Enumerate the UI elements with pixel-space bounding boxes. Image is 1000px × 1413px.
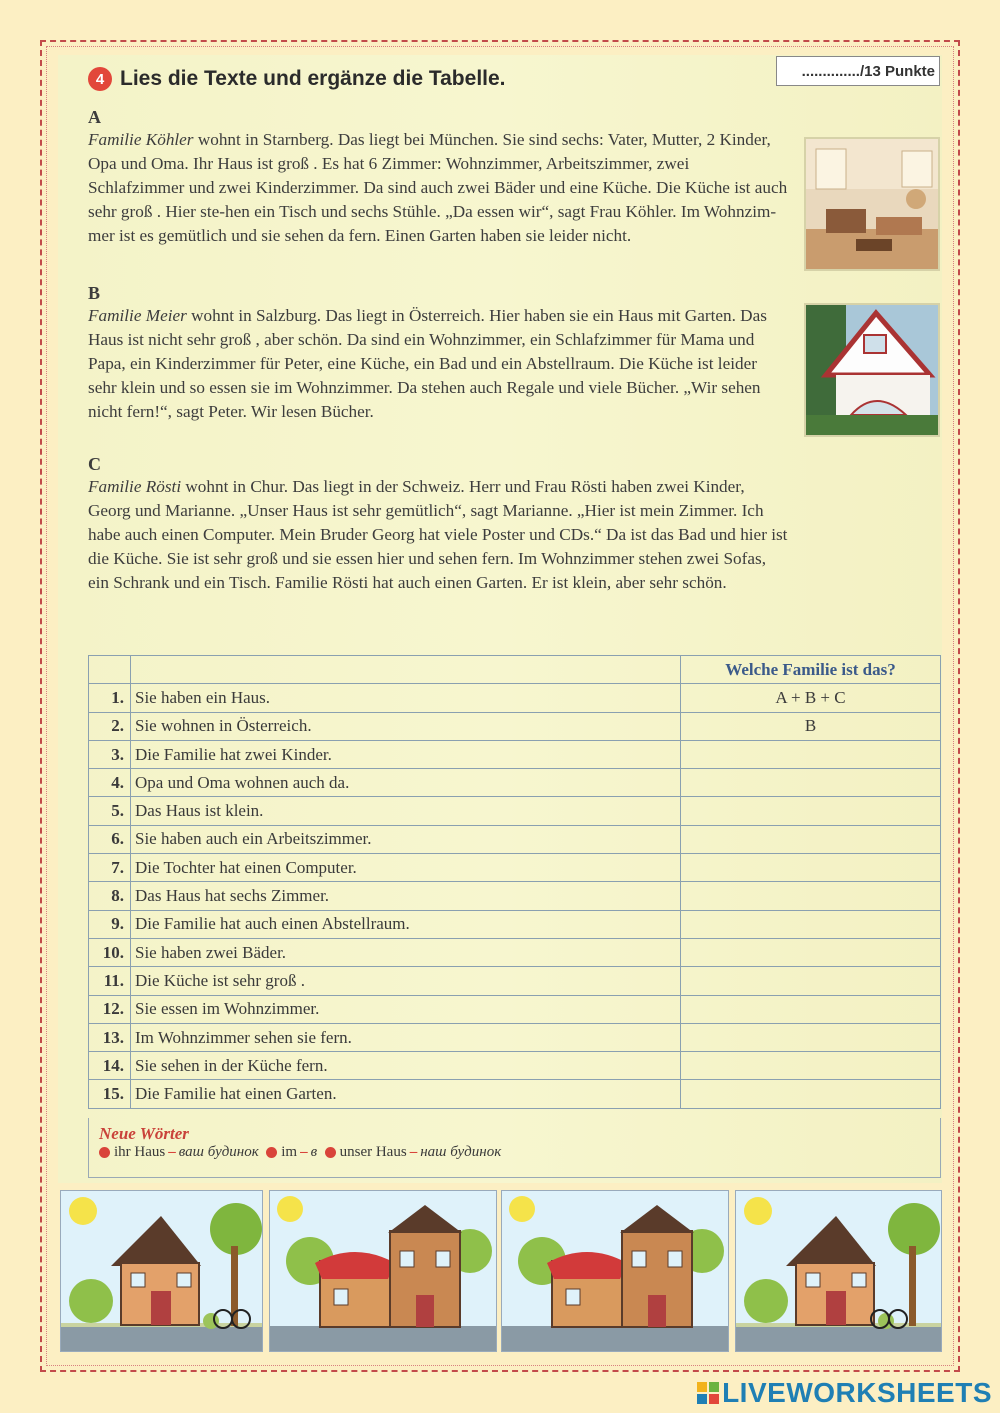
table-row	[89, 740, 941, 768]
vocab-box	[88, 1118, 941, 1178]
row-statement: Sie haben auch ein Arbeitszimmer.	[131, 825, 681, 853]
table-row	[89, 797, 941, 825]
row-statement: Das Haus ist klein.	[131, 797, 681, 825]
row-number: 5.	[89, 797, 131, 825]
row-statement: Sie essen im Wohnzimmer.	[131, 995, 681, 1023]
header-question: Welche Familie ist das?	[681, 656, 941, 684]
dash-icon: ‒	[168, 1144, 176, 1160]
bullet-icon	[266, 1147, 277, 1158]
table-row	[89, 938, 941, 966]
answer-field[interactable]	[681, 740, 941, 768]
text-c	[88, 453, 788, 595]
row-statement: Das Haus hat sechs Zimmer.	[131, 882, 681, 910]
table-row	[89, 995, 941, 1023]
vocab-list	[99, 1144, 930, 1161]
brand-name: LIVEWORKSHEETS	[722, 1377, 992, 1408]
text-letter: A	[88, 107, 101, 127]
row-number: 10.	[89, 938, 131, 966]
bullet-icon	[99, 1147, 110, 1158]
row-statement: Sie haben zwei Bäder.	[131, 938, 681, 966]
text-a	[88, 106, 788, 248]
vocab-tr: в	[310, 1144, 318, 1160]
row-statement: Im Wohnzimmer sehen sie fern.	[131, 1023, 681, 1051]
answer-field[interactable]	[681, 1080, 941, 1108]
answer-field[interactable]	[681, 1023, 941, 1051]
living-room-photo	[804, 137, 940, 271]
table-row	[89, 769, 941, 797]
row-number: 14.	[89, 1052, 131, 1080]
row-number: 12.	[89, 995, 131, 1023]
text-body: wohnt in Chur. Das liegt in der Schweiz. Herr und Frau Rösti haben zwei Kinder, Georg und Marianne. „Unser Haus ist sehr gemütlich“, sagt Marianne. „Hier ist mein Zimmer. Ich habe auch einen Computer. Mein Bruder Georg hat viele Poster und CDs.“ Da ist das Bad und hier ist die Küche. Sie ist sehr groß und sie essen hier und sehen fern. Im Wohnzimmer stehen zwei Sofas, ein Schrank und ein Tisch. Familie Rösti hat auch einen Garten. Er ist klein, aber sehr schön.	[88, 477, 788, 592]
points-box: ............../13 Punkte	[776, 56, 940, 86]
vocab-de: im	[281, 1144, 298, 1160]
table-row	[89, 684, 941, 712]
row-number: 15.	[89, 1080, 131, 1108]
task-title: Lies die Texte und ergänze die Tabelle.	[120, 67, 506, 90]
answer-field[interactable]	[681, 825, 941, 853]
text-body: wohnt in Salzburg. Das liegt in Österreich. Hier haben sie ein Haus mit Garten. Das Haus ist nicht sehr groß , aber schön. Da sind ein Wohnzimmer, ein Schlafzimmer für Mama und Papa, ein Kinderzimmer für Peter, eine Küche, ein Bad und ein Abstellraum. Die Küche ist leider sehr klein und so essen sie im Wohnzimmer. Da stehen auch Regale und viele Bücher. „Wir sehen nicht fern!“, sagt Peter. Wir lesen Bücher.	[88, 306, 767, 421]
answer-field[interactable]	[681, 995, 941, 1023]
answer-table	[88, 655, 941, 1109]
answer-field[interactable]: B	[681, 712, 941, 740]
text-body: wohnt in Starnberg. Das liegt bei München. Sie sind sechs: Vater, Mutter, 2 Kinder, Opa und Oma. Ihr Haus ist groß . Es hat 6 Zimmer: Wohnzimmer, Arbeitszimmer, zwei Schlafzimmer und zwei Kinderzimmer. Da sind auch zwei Bäder und eine Küche. Die Küche ist auch sehr groß . Hier ste-hen ein Tisch und sechs Stühle. „Da essen wir“, sagt Frau Köhler. Im Wohnzim-mer ist es gemütlich und sie sehen da fern. Einen Garten haben sie leider nicht.	[88, 130, 788, 245]
row-number: 8.	[89, 882, 131, 910]
table-row	[89, 1023, 941, 1051]
family-name: Familie Meier	[88, 306, 187, 325]
row-number: 13.	[89, 1023, 131, 1051]
drag-image-two-houses-2[interactable]	[501, 1190, 729, 1352]
family-name: Familie Rösti	[88, 477, 182, 496]
row-number: 2.	[89, 712, 131, 740]
text-b	[88, 282, 788, 424]
liveworksheets-logo-icon	[697, 1382, 719, 1404]
house-photo	[804, 303, 940, 437]
table-row	[89, 825, 941, 853]
table-row	[89, 967, 941, 995]
dash-icon: ‒	[300, 1144, 308, 1160]
task-heading	[88, 64, 506, 94]
drag-image-two-houses-1[interactable]	[269, 1190, 497, 1352]
task-number-badge: 4	[88, 67, 112, 91]
table-row	[89, 1052, 941, 1080]
family-name: Familie Köhler	[88, 130, 194, 149]
text-letter: C	[88, 454, 101, 474]
table-row	[89, 910, 941, 938]
vocab-de: ihr Haus	[114, 1144, 166, 1160]
bullet-icon	[325, 1147, 336, 1158]
answer-field[interactable]	[681, 938, 941, 966]
vocab-title: Neue Wörter	[99, 1124, 189, 1143]
vocab-tr: наш будинок	[420, 1144, 502, 1160]
row-statement: Die Küche ist sehr groß .	[131, 967, 681, 995]
table-row	[89, 1080, 941, 1108]
row-number: 7.	[89, 854, 131, 882]
answer-field[interactable]	[681, 769, 941, 797]
answer-field[interactable]: A + B + C	[681, 684, 941, 712]
header-empty-cell	[131, 656, 681, 684]
answer-field[interactable]	[681, 882, 941, 910]
row-number: 3.	[89, 740, 131, 768]
answer-field[interactable]	[681, 854, 941, 882]
vocab-tr: ваш будинок	[178, 1144, 259, 1160]
row-statement: Die Familie hat zwei Kinder.	[131, 740, 681, 768]
table-header-row	[89, 656, 941, 684]
answer-field[interactable]	[681, 910, 941, 938]
row-statement: Die Familie hat einen Garten.	[131, 1080, 681, 1108]
table-row	[89, 854, 941, 882]
row-statement: Die Tochter hat einen Computer.	[131, 854, 681, 882]
brand-logo	[697, 1376, 992, 1410]
row-statement: Opa und Oma wohnen auch da.	[131, 769, 681, 797]
row-statement: Sie sehen in der Küche fern.	[131, 1052, 681, 1080]
row-number: 6.	[89, 825, 131, 853]
row-statement: Sie haben ein Haus.	[131, 684, 681, 712]
answer-field[interactable]	[681, 1052, 941, 1080]
header-empty-cell	[89, 656, 131, 684]
dash-icon: ‒	[409, 1144, 418, 1160]
answer-field[interactable]	[681, 797, 941, 825]
row-number: 11.	[89, 967, 131, 995]
row-statement: Sie wohnen in Österreich.	[131, 712, 681, 740]
row-number: 4.	[89, 769, 131, 797]
table-row	[89, 712, 941, 740]
row-number: 1.	[89, 684, 131, 712]
answer-field[interactable]	[681, 967, 941, 995]
drag-image-small-house-2[interactable]	[735, 1190, 942, 1352]
table-row	[89, 882, 941, 910]
row-number: 9.	[89, 910, 131, 938]
row-statement: Die Familie hat auch einen Abstellraum.	[131, 910, 681, 938]
drag-image-small-house-1[interactable]	[60, 1190, 263, 1352]
text-letter: B	[88, 283, 101, 303]
vocab-de: unser Haus	[339, 1144, 407, 1160]
